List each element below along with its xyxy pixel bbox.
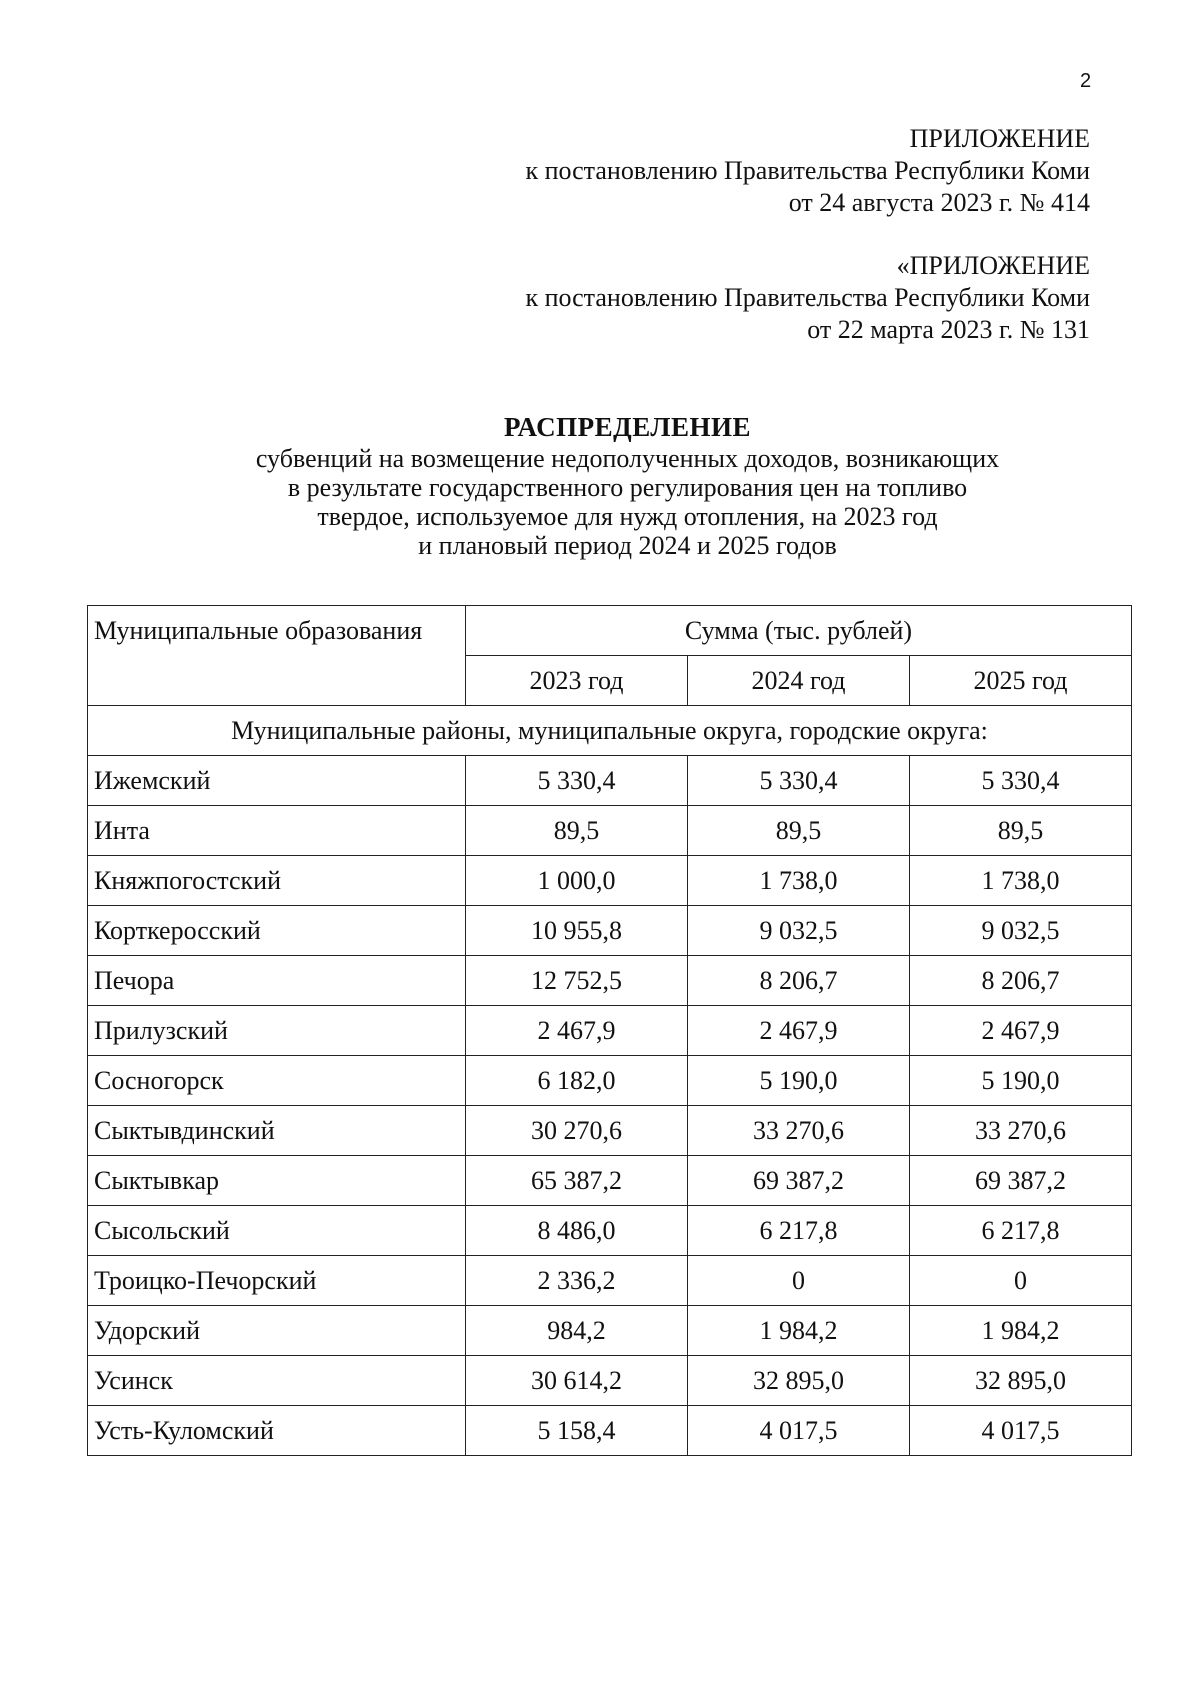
table-row bbox=[88, 756, 1132, 806]
value-2023: 10 955,8 bbox=[466, 906, 688, 956]
value-2023: 6 182,0 bbox=[466, 1056, 688, 1106]
value-2024: 33 270,6 bbox=[688, 1106, 910, 1156]
header-municipalities: Муниципальные образования bbox=[88, 606, 466, 706]
value-2023: 1 000,0 bbox=[466, 856, 688, 906]
value-2025: 5 330,4 bbox=[910, 756, 1132, 806]
table-section-row bbox=[88, 706, 1132, 756]
header-sum: Сумма (тыс. рублей) bbox=[466, 606, 1132, 656]
value-2025: 33 270,6 bbox=[910, 1106, 1132, 1156]
appendix-previous-date: от 22 марта 2023 г. № 131 bbox=[807, 315, 1090, 344]
value-2024: 9 032,5 bbox=[688, 906, 910, 956]
header-year-2023: 2023 год bbox=[466, 656, 688, 706]
value-2024: 89,5 bbox=[688, 806, 910, 856]
value-2025: 8 206,7 bbox=[910, 956, 1132, 1006]
value-2023: 12 752,5 bbox=[466, 956, 688, 1006]
value-2025: 89,5 bbox=[910, 806, 1132, 856]
municipality-name: Усинск bbox=[88, 1356, 466, 1406]
table-row bbox=[88, 1056, 1132, 1106]
header-year-2024: 2024 год bbox=[688, 656, 910, 706]
table-row bbox=[88, 1006, 1132, 1056]
value-2025: 6 217,8 bbox=[910, 1206, 1132, 1256]
value-2024: 6 217,8 bbox=[688, 1206, 910, 1256]
value-2023: 30 614,2 bbox=[466, 1356, 688, 1406]
value-2024: 8 206,7 bbox=[688, 956, 910, 1006]
value-2024: 5 190,0 bbox=[688, 1056, 910, 1106]
table-row bbox=[88, 1106, 1132, 1156]
table-row bbox=[88, 1406, 1132, 1456]
value-2024: 69 387,2 bbox=[688, 1156, 910, 1206]
value-2023: 8 486,0 bbox=[466, 1206, 688, 1256]
appendix-previous-heading: «ПРИЛОЖЕНИЕ bbox=[896, 251, 1090, 280]
table-row bbox=[88, 856, 1132, 906]
municipality-name: Ижемский bbox=[88, 756, 466, 806]
table-row bbox=[88, 906, 1132, 956]
subtitle-line: твердое, используемое для нужд отопления, на 2023 год bbox=[317, 502, 938, 531]
value-2023: 5 158,4 bbox=[466, 1406, 688, 1456]
subtitle-line: и плановый период 2024 и 2025 годов bbox=[418, 531, 837, 560]
municipality-name: Троицко-Печорский bbox=[88, 1256, 466, 1306]
municipality-name: Сысольский bbox=[88, 1206, 466, 1256]
municipality-name: Усть-Куломский bbox=[88, 1406, 466, 1456]
value-2024: 32 895,0 bbox=[688, 1356, 910, 1406]
value-2025: 2 467,9 bbox=[910, 1006, 1132, 1056]
municipality-name: Сыктывкар bbox=[88, 1156, 466, 1206]
table-row bbox=[88, 1256, 1132, 1306]
municipality-name: Печора bbox=[88, 956, 466, 1006]
appendix-current bbox=[525, 123, 1090, 219]
value-2023: 30 270,6 bbox=[466, 1106, 688, 1156]
value-2024: 2 467,9 bbox=[688, 1006, 910, 1056]
subtitle-line: в результате государственного регулирования цен на топливо bbox=[287, 473, 968, 502]
value-2023: 984,2 bbox=[466, 1306, 688, 1356]
table-row bbox=[88, 1156, 1132, 1206]
value-2025: 1 738,0 bbox=[910, 856, 1132, 906]
value-2024: 4 017,5 bbox=[688, 1406, 910, 1456]
appendix-previous-ref: к постановлению Правительства Республики Коми bbox=[525, 283, 1090, 312]
value-2025: 1 984,2 bbox=[910, 1306, 1132, 1356]
table-row bbox=[88, 1356, 1132, 1406]
table-row bbox=[88, 806, 1132, 856]
municipality-name: Инта bbox=[88, 806, 466, 856]
value-2024: 0 bbox=[688, 1256, 910, 1306]
municipality-name: Удорский bbox=[88, 1306, 466, 1356]
appendix-previous bbox=[525, 250, 1090, 346]
title-block bbox=[0, 410, 1200, 560]
value-2025: 32 895,0 bbox=[910, 1356, 1132, 1406]
value-2024: 1 984,2 bbox=[688, 1306, 910, 1356]
table-header-row bbox=[88, 606, 1132, 656]
value-2023: 2 467,9 bbox=[466, 1006, 688, 1056]
appendix-current-date: от 24 августа 2023 г. № 414 bbox=[788, 188, 1090, 217]
value-2023: 5 330,4 bbox=[466, 756, 688, 806]
municipality-name: Прилузский bbox=[88, 1006, 466, 1056]
header-year-2025: 2025 год bbox=[910, 656, 1132, 706]
value-2023: 2 336,2 bbox=[466, 1256, 688, 1306]
value-2023: 65 387,2 bbox=[466, 1156, 688, 1206]
appendix-current-heading: ПРИЛОЖЕНИЕ bbox=[909, 124, 1090, 153]
municipality-name: Сыктывдинский bbox=[88, 1106, 466, 1156]
value-2025: 5 190,0 bbox=[910, 1056, 1132, 1106]
value-2025: 0 bbox=[910, 1256, 1132, 1306]
table-row bbox=[88, 1306, 1132, 1356]
table-row bbox=[88, 956, 1132, 1006]
value-2025: 9 032,5 bbox=[910, 906, 1132, 956]
page-number: 2 bbox=[1080, 70, 1092, 92]
value-2024: 5 330,4 bbox=[688, 756, 910, 806]
value-2023: 89,5 bbox=[466, 806, 688, 856]
distribution-table bbox=[87, 605, 1132, 1456]
value-2025: 4 017,5 bbox=[910, 1406, 1132, 1456]
value-2024: 1 738,0 bbox=[688, 856, 910, 906]
value-2025: 69 387,2 bbox=[910, 1156, 1132, 1206]
appendix-current-ref: к постановлению Правительства Республики Коми bbox=[525, 156, 1090, 185]
section-label: Муниципальные районы, муниципальные округа, городские округа: bbox=[88, 706, 1132, 756]
municipality-name: Сосногорск bbox=[88, 1056, 466, 1106]
municipality-name: Княжпогостский bbox=[88, 856, 466, 906]
table-row bbox=[88, 1206, 1132, 1256]
municipality-name: Корткеросский bbox=[88, 906, 466, 956]
subtitle-line: субвенций на возмещение недополученных доходов, возникающих bbox=[255, 444, 1000, 473]
document-title: РАСПРЕДЕЛЕНИЕ bbox=[503, 412, 752, 442]
